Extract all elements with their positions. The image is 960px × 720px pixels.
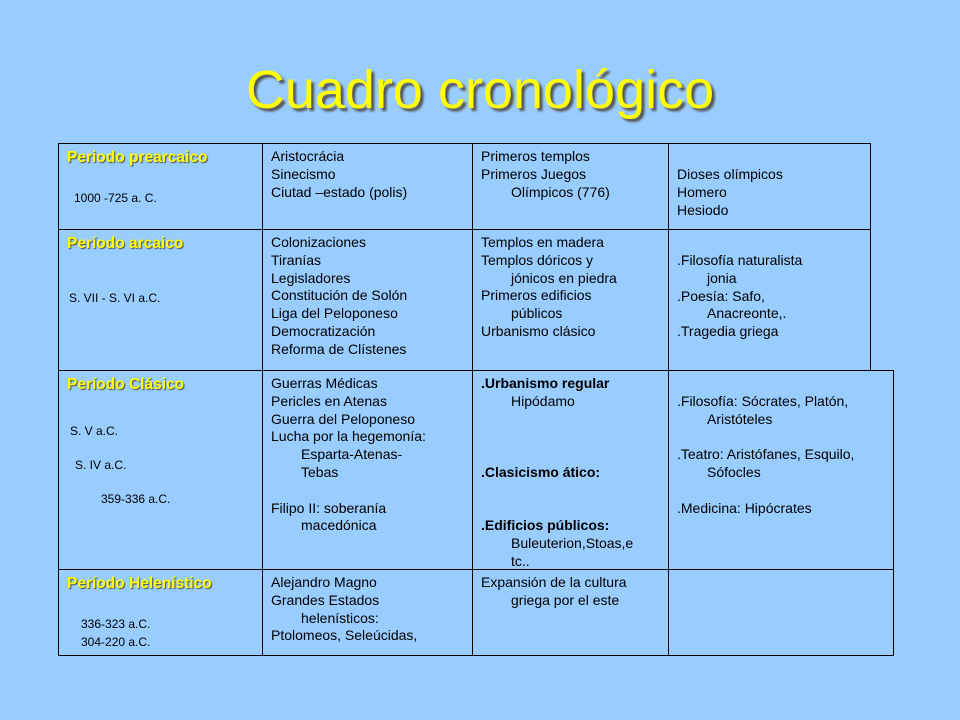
slide-title: Cuadro cronológico (245, 60, 715, 120)
period-date: S. IV a.C. (75, 458, 127, 472)
culture-line: Hesiodo (677, 201, 729, 218)
architecture-line: públicos (511, 305, 563, 322)
period-date: 304-220 a.C. (81, 635, 151, 649)
period-name: Período Clásico (67, 376, 185, 393)
architecture-cell (473, 570, 668, 610)
politics-line: Lucha por la hegemonía: (271, 428, 426, 445)
politics-line: Ptolomeos, Seleúcidas, (271, 627, 418, 644)
period-cell (59, 371, 262, 569)
politics-line: Reforma de Clístenes (271, 340, 407, 357)
architecture-line: Urbanismo clásico (481, 322, 596, 339)
period-name: Período Helenístico (67, 575, 212, 592)
politics-cell (263, 230, 472, 359)
period-name: Periodo prearcaico (67, 149, 208, 166)
period-name: Período arcaico (67, 235, 184, 252)
culture-line: .Medicina: Hipócrates (677, 499, 812, 516)
architecture-line: .Clasicismo ático: (481, 463, 601, 480)
culture-cell (669, 389, 893, 518)
period-date: 336-323 a.C. (81, 617, 151, 631)
politics-cell (263, 570, 472, 645)
architecture-line: Templos en madera (481, 234, 604, 250)
politics-line: Constitución de Solón (271, 287, 408, 304)
politics-line: Tiranías (271, 251, 322, 268)
architecture-line: Hipódamo (511, 392, 575, 409)
architecture-line: Primeros Juegos (481, 165, 587, 182)
politics-line: Guerra del Peloponeso (271, 410, 415, 427)
politics-line: Tebas (301, 463, 339, 480)
period-cell (59, 570, 262, 655)
architecture-line: tc.. (511, 552, 530, 569)
politics-line: Colonizaciones (271, 234, 366, 250)
culture-line: Aristóteles (707, 410, 773, 427)
culture-line: .Tragedia griega (677, 323, 779, 340)
architecture-line: .Edificios públicos: (481, 517, 610, 534)
culture-line: .Filosofía: Sócrates, Platón, (677, 393, 849, 409)
politics-line: Guerras Médicas (271, 375, 378, 391)
politics-line: macedónica (301, 517, 377, 534)
architecture-line: .Urbanismo regular (481, 375, 610, 391)
politics-line: Filipo II: soberanía (271, 499, 387, 516)
culture-line: .Poesía: Safo, (677, 287, 765, 304)
architecture-line: Buleuterion,Stoas,e (511, 535, 634, 552)
architecture-cell (473, 144, 668, 201)
architecture-line: griega por el este (511, 591, 620, 608)
politics-line: helenísticos: (301, 609, 379, 626)
politics-cell (263, 371, 472, 535)
politics-line: Aristocrácia (271, 148, 345, 164)
politics-line: Alejandro Magno (271, 574, 377, 590)
politics-line: Legisladores (271, 269, 351, 286)
culture-line: jonia (707, 269, 737, 286)
architecture-line: Expansión de la cultura (481, 574, 627, 590)
period-date: S. VII - S. VI a.C. (69, 291, 161, 305)
culture-line: .Filosofía naturalista (677, 252, 803, 268)
politics-line: Sinecismo (271, 165, 336, 182)
politics-line: Esparta-Atenas- (301, 446, 403, 463)
period-date: S. V a.C. (70, 424, 119, 438)
period-cell (59, 144, 262, 229)
politics-cell (263, 144, 472, 201)
architecture-line: Primeros templos (481, 148, 590, 164)
culture-line: Dioses olímpicos (677, 166, 783, 182)
politics-line: Liga del Peloponeso (271, 305, 398, 322)
architecture-cell (473, 230, 668, 341)
period-cell (59, 230, 262, 370)
period-date: 359-336 a.C. (101, 492, 171, 506)
politics-line: Democratización (271, 322, 376, 339)
culture-line: Homero (677, 183, 727, 200)
politics-line: Pericles en Atenas (271, 392, 387, 409)
architecture-cell (473, 371, 668, 571)
culture-cell (669, 570, 893, 655)
architecture-line: Primeros edificios (481, 287, 592, 304)
culture-line: Anacreonte,. (707, 305, 787, 322)
architecture-line: jónicos en piedra (511, 269, 617, 286)
culture-line: .Teatro: Aristófanes, Esquilo, (677, 446, 855, 463)
culture-line: Sófocles (707, 464, 761, 481)
politics-line: Grandes Estados (271, 591, 380, 608)
architecture-line: Olímpicos (776) (511, 183, 610, 200)
architecture-line: Templos dóricos y (481, 251, 594, 268)
period-date: 1000 -725 a. C. (74, 191, 157, 205)
politics-line: Ciutad –estado (polis) (271, 183, 408, 200)
culture-cell (669, 248, 870, 341)
culture-cell (669, 162, 870, 219)
